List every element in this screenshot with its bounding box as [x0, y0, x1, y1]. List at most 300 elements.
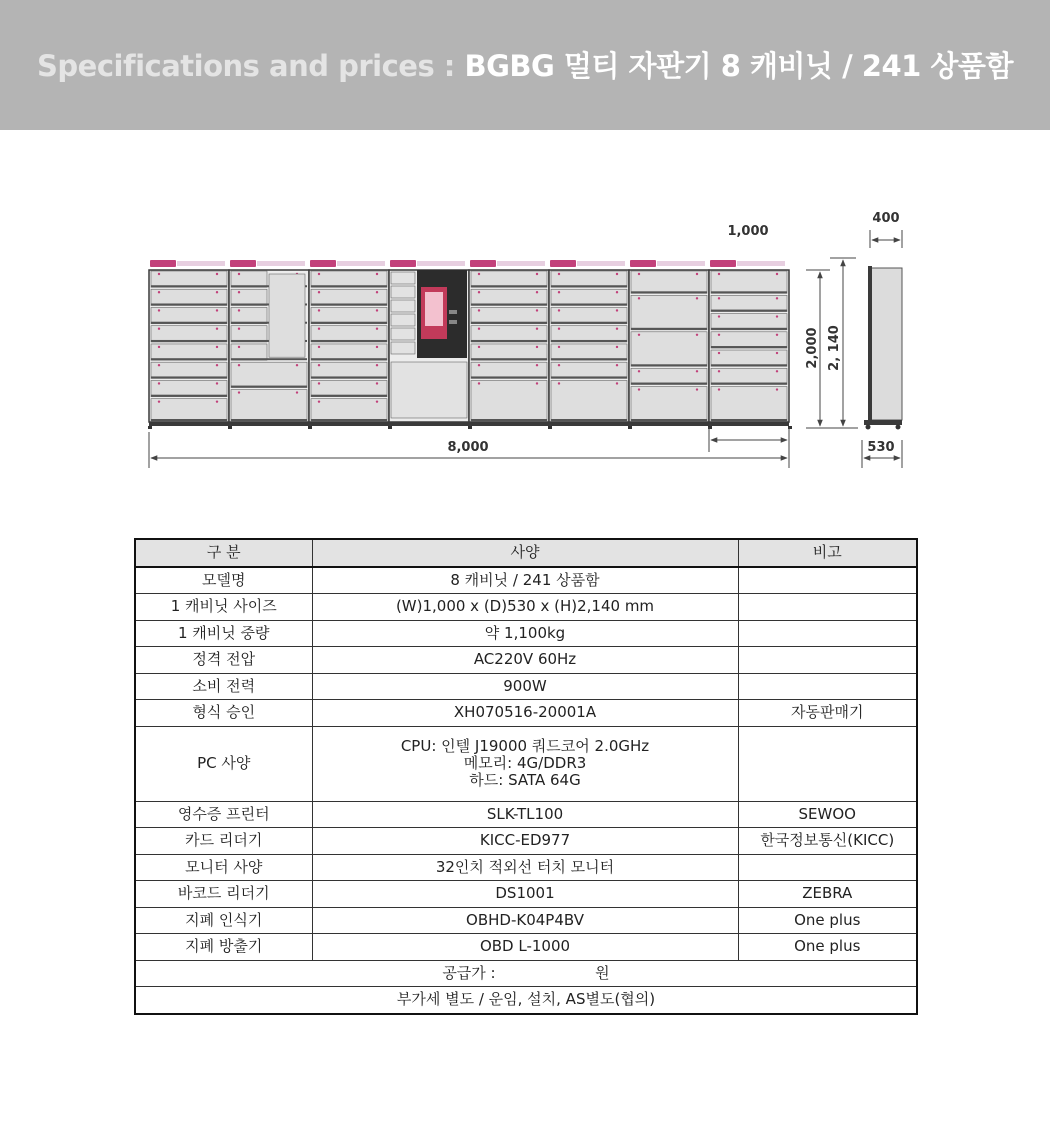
door-indicator: [318, 346, 320, 348]
dim-cabinet-width-label: 1,000: [727, 224, 769, 239]
table-row: [135, 934, 917, 961]
door-indicator: [616, 328, 618, 330]
shelf-edge: [711, 383, 787, 385]
cabinet-door: [391, 314, 415, 326]
row-label: 모니터 사양: [135, 854, 312, 881]
door-indicator: [616, 382, 618, 384]
door-indicator: [718, 370, 720, 372]
cabinet-door: [551, 362, 627, 378]
door-indicator: [158, 273, 160, 275]
row-label: 1 캐비닛 중량: [135, 620, 312, 647]
door-indicator: [478, 291, 480, 293]
dim-heights: [805, 258, 858, 428]
door-indicator: [238, 273, 240, 275]
door-indicator: [718, 315, 720, 317]
cabinet-door: [471, 326, 547, 342]
cabinet-door: [551, 289, 627, 305]
door-indicator: [238, 346, 240, 348]
shelf-edge: [151, 358, 227, 360]
table-row: [135, 594, 917, 621]
row-label: 모델명: [135, 567, 312, 594]
door-indicator: [558, 291, 560, 293]
cabinet-foot: [308, 426, 312, 429]
cabinet-door: [631, 271, 707, 293]
door-indicator: [558, 346, 560, 348]
door-indicator: [638, 370, 640, 372]
door-indicator: [158, 382, 160, 384]
door-indicator: [478, 328, 480, 330]
door-indicator: [478, 309, 480, 311]
shelf-edge: [631, 291, 707, 293]
cabinet-door: [551, 344, 627, 360]
row-label: PC 사양: [135, 726, 312, 801]
shelf-edge: [151, 376, 227, 378]
shelf-edge: [311, 395, 387, 397]
table-row: [135, 567, 917, 594]
cabinet-door: [471, 271, 547, 287]
door-indicator: [696, 273, 698, 275]
row-note: SEWOO: [738, 801, 917, 828]
cabinet-header-tag: [550, 260, 576, 267]
shelf-edge: [231, 386, 307, 388]
footer-note: 부가세 별도 / 운임, 설치, AS별도(협의): [135, 987, 917, 1014]
cabinet-door: [631, 387, 707, 421]
table-row: [135, 801, 917, 828]
door-indicator: [616, 346, 618, 348]
door-indicator: [296, 391, 298, 393]
shelf-edge: [231, 358, 307, 360]
row-spec: 32인치 적외선 터치 모니터: [312, 854, 738, 881]
door-indicator: [616, 291, 618, 293]
supply-price-label: 공급가 :: [442, 963, 496, 982]
row-note: ZEBRA: [738, 881, 917, 908]
door-indicator: [478, 346, 480, 348]
cabinet-door: [551, 307, 627, 323]
cabinet-header-strip: [577, 261, 625, 266]
cabinet-door: [311, 271, 387, 287]
cabinet-door: [711, 368, 787, 384]
door-indicator: [558, 273, 560, 275]
door-indicator: [696, 370, 698, 372]
header-note: 비고: [738, 539, 917, 567]
row-label: 정격 전압: [135, 647, 312, 674]
door-indicator: [238, 364, 240, 366]
door-indicator: [558, 382, 560, 384]
cabinet-door: [151, 289, 227, 305]
door-indicator: [638, 334, 640, 336]
cabinet-door: [711, 314, 787, 330]
cabinet-door: [231, 289, 267, 305]
vending-machine-drawing: [0, 200, 1050, 480]
shelf-edge: [551, 419, 627, 421]
shelf-edge: [311, 322, 387, 324]
shelf-edge: [711, 291, 787, 293]
title-prefix: Specifications and prices :: [37, 49, 455, 83]
cabinet-door: [151, 271, 227, 287]
row-spec: DS1001: [312, 881, 738, 908]
spec-line: CPU: 인텔 J19000 쿼드코어 2.0GHz: [400, 737, 650, 755]
cabinet-door: [471, 362, 547, 378]
row-label: 지폐 방출기: [135, 934, 312, 961]
cabinet-foot: [548, 426, 552, 429]
supply-price-cell: [135, 960, 917, 987]
cabinet-door: [391, 300, 415, 312]
row-label: 카드 리더기: [135, 828, 312, 855]
door-indicator: [558, 364, 560, 366]
shelf-edge: [631, 328, 707, 330]
shelf-edge: [551, 322, 627, 324]
row-note: 한국정보통신(KICC): [738, 828, 917, 855]
cabinet-door: [311, 289, 387, 305]
door-indicator: [776, 315, 778, 317]
door-indicator: [216, 291, 218, 293]
shelf-edge: [311, 419, 387, 421]
row-spec: AC220V 60Hz: [312, 647, 738, 674]
table-row: [135, 726, 917, 801]
cabinet-door: [311, 307, 387, 323]
shelf-edge: [311, 303, 387, 305]
door-indicator: [318, 309, 320, 311]
door-indicator: [216, 346, 218, 348]
cabinet-door: [311, 399, 387, 421]
door-indicator: [776, 334, 778, 336]
shelf-edge: [551, 340, 627, 342]
door-indicator: [558, 328, 560, 330]
row-label: 소비 전력: [135, 673, 312, 700]
door-indicator: [776, 370, 778, 372]
dim-total-width-label: 8,000: [447, 440, 489, 455]
row-spec: XH070516-20001A: [312, 700, 738, 727]
door-indicator: [318, 400, 320, 402]
supply-price-row: [135, 960, 917, 987]
door-indicator: [478, 382, 480, 384]
row-note: 자동판매기: [738, 700, 917, 727]
cabinet-door: [311, 344, 387, 360]
door-indicator: [216, 328, 218, 330]
cabinet-door: [711, 295, 787, 311]
cabinet-base: [149, 422, 789, 426]
spec-table: [134, 538, 918, 1015]
cabinet-door: [391, 286, 415, 298]
row-note: [738, 620, 917, 647]
shelf-edge: [631, 383, 707, 385]
cabinet-door: [151, 307, 227, 323]
door-indicator: [238, 309, 240, 311]
header-category: 구 분: [135, 539, 312, 567]
cabinet-door: [231, 362, 307, 387]
shelf-edge: [471, 303, 547, 305]
shelf-edge: [471, 322, 547, 324]
door-indicator: [718, 388, 720, 390]
page-header: [0, 0, 1050, 130]
table-row: [135, 673, 917, 700]
cabinet-header-tag: [710, 260, 736, 267]
door-indicator: [718, 273, 720, 275]
door-indicator: [158, 400, 160, 402]
table-row: [135, 647, 917, 674]
cabinet-foot: [468, 426, 472, 429]
cabinet-door: [551, 271, 627, 287]
cabinet-door: [471, 344, 547, 360]
cabinet-header-tag: [470, 260, 496, 267]
door-indicator: [216, 382, 218, 384]
shelf-edge: [711, 346, 787, 348]
dim-height-total-label: 2, 140: [827, 325, 842, 371]
supply-price-unit: 원: [595, 963, 610, 982]
shelf-edge: [151, 285, 227, 287]
door-indicator: [638, 388, 640, 390]
row-note: [738, 594, 917, 621]
door-indicator: [776, 273, 778, 275]
table-header-row: [135, 539, 917, 567]
door-indicator: [776, 388, 778, 390]
door-indicator: [536, 364, 538, 366]
door-indicator: [638, 273, 640, 275]
cabinet-side-view: [862, 211, 902, 468]
cabinet-door: [151, 362, 227, 378]
shelf-edge: [311, 358, 387, 360]
cabinet-foot: [628, 426, 632, 429]
door-indicator: [376, 364, 378, 366]
shelf-edge: [551, 303, 627, 305]
door-indicator: [158, 346, 160, 348]
row-note: [738, 647, 917, 674]
cabinet-door: [711, 350, 787, 366]
door-indicator: [718, 334, 720, 336]
cabinet-door: [471, 289, 547, 305]
door-indicator: [158, 309, 160, 311]
door-indicator: [536, 328, 538, 330]
door-indicator: [318, 273, 320, 275]
door-indicator: [296, 364, 298, 366]
shelf-edge: [151, 303, 227, 305]
row-label: 지폐 인식기: [135, 907, 312, 934]
cabinet-header-tag: [390, 260, 416, 267]
cabinet-foot: [228, 426, 232, 429]
shelf-edge: [711, 419, 787, 421]
door-indicator: [376, 309, 378, 311]
cabinet-door: [231, 326, 267, 342]
cabinet-header-strip: [177, 261, 225, 266]
door-indicator: [558, 309, 560, 311]
dim-depth-top-label: 400: [872, 211, 900, 226]
cabinet-door: [151, 399, 227, 421]
row-spec-multiline: [312, 726, 738, 801]
card-slot: [449, 310, 457, 314]
table-row: [135, 854, 917, 881]
cabinet-door: [631, 332, 707, 366]
shelf-edge: [471, 285, 547, 287]
table-row: [135, 907, 917, 934]
door-indicator: [376, 328, 378, 330]
door-indicator: [536, 291, 538, 293]
door-indicator: [376, 291, 378, 293]
table-row: [135, 620, 917, 647]
door-indicator: [238, 328, 240, 330]
door-indicator: [238, 391, 240, 393]
door-indicator: [318, 328, 320, 330]
door-indicator: [376, 400, 378, 402]
cabinet-door: [311, 326, 387, 342]
door-indicator: [616, 273, 618, 275]
door-indicator: [536, 309, 538, 311]
table-row: [135, 881, 917, 908]
shelf-edge: [711, 364, 787, 366]
cabinet-door-large: [391, 362, 467, 418]
row-note: [738, 567, 917, 594]
cabinet-door: [391, 328, 415, 340]
door-indicator: [696, 388, 698, 390]
shelf-edge: [471, 340, 547, 342]
cabinet-header-strip: [337, 261, 385, 266]
cabinet-header-strip: [737, 261, 785, 266]
kiosk-screen-figure: [425, 292, 443, 326]
cabinet-door: [231, 344, 267, 360]
shelf-edge: [151, 340, 227, 342]
door-indicator: [318, 382, 320, 384]
cabinet-door: [311, 362, 387, 378]
cabinet-header-tag: [150, 260, 176, 267]
table-row: [135, 700, 917, 727]
cabinet-door: [551, 380, 627, 421]
cabinet-door: [151, 326, 227, 342]
shelf-edge: [471, 419, 547, 421]
row-label: 영수증 프린터: [135, 801, 312, 828]
cabinet-door: [711, 332, 787, 348]
cabinet-door: [311, 380, 387, 396]
door-indicator: [616, 364, 618, 366]
cabinet-door: [471, 380, 547, 421]
title-main: BGBG 멀티 자판기 8 캐비닛 / 241 상품함: [464, 49, 1013, 83]
row-note: One plus: [738, 934, 917, 961]
door-indicator: [536, 382, 538, 384]
row-label: 1 캐비닛 사이즈: [135, 594, 312, 621]
row-spec: OBD L-1000: [312, 934, 738, 961]
cabinet-header-tag: [310, 260, 336, 267]
cabinet-header-tag: [230, 260, 256, 267]
door-indicator: [536, 273, 538, 275]
row-spec: OBHD-K04P4BV: [312, 907, 738, 934]
dim-total-width: [149, 432, 789, 468]
cabinet-header-tag: [630, 260, 656, 267]
door-indicator: [318, 291, 320, 293]
cabinet-header-strip: [657, 261, 705, 266]
shelf-edge: [231, 419, 307, 421]
door-indicator: [718, 352, 720, 354]
cabinet-door: [231, 307, 267, 323]
shelf-edge: [311, 376, 387, 378]
shelf-edge: [151, 322, 227, 324]
door-indicator: [216, 364, 218, 366]
row-note: [738, 673, 917, 700]
row-spec: (W)1,000 x (D)530 x (H)2,140 mm: [312, 594, 738, 621]
door-indicator: [158, 328, 160, 330]
door-indicator: [638, 297, 640, 299]
dim-depth-bottom-label: 530: [867, 440, 895, 455]
cabinet-door: [551, 326, 627, 342]
row-spec: 8 캐비닛 / 241 상품함: [312, 567, 738, 594]
shelf-edge: [471, 358, 547, 360]
table-row: [135, 828, 917, 855]
shelf-edge: [631, 364, 707, 366]
door-indicator: [216, 400, 218, 402]
row-note: One plus: [738, 907, 917, 934]
cabinet-door: [391, 272, 415, 284]
shelf-edge: [631, 419, 707, 421]
row-label: 형식 승인: [135, 700, 312, 727]
cabinet-foot: [388, 426, 392, 429]
door-indicator: [376, 346, 378, 348]
door-indicator: [696, 334, 698, 336]
cabinet-door: [631, 295, 707, 329]
door-indicator: [216, 273, 218, 275]
cabinet-header-strip: [497, 261, 545, 266]
door-indicator: [718, 297, 720, 299]
cabinet-door: [471, 307, 547, 323]
door-indicator: [318, 364, 320, 366]
row-spec: 약 1,100kg: [312, 620, 738, 647]
cabinet-door: [391, 342, 415, 354]
door-indicator: [376, 382, 378, 384]
cabinet-door: [231, 271, 267, 287]
shelf-edge: [151, 395, 227, 397]
cabinet-door: [151, 344, 227, 360]
cabinet-door: [151, 380, 227, 396]
cabinet-door: [631, 368, 707, 384]
footer-note-row: [135, 987, 917, 1014]
door-indicator: [158, 291, 160, 293]
row-label: 바코드 리더기: [135, 881, 312, 908]
door-indicator: [776, 352, 778, 354]
door-indicator: [776, 297, 778, 299]
row-spec: SLK-TL100: [312, 801, 738, 828]
cabinet-header-strip: [257, 261, 305, 266]
spec-line: 메모리: 4G/DDR3: [463, 754, 587, 772]
cabinet-door: [711, 271, 787, 293]
shelf-edge: [551, 285, 627, 287]
door-indicator: [238, 291, 240, 293]
shelf-edge: [551, 376, 627, 378]
bill-slot: [449, 320, 457, 324]
door-indicator: [478, 364, 480, 366]
cabinet-header-strip: [417, 261, 465, 266]
door-indicator: [158, 364, 160, 366]
cabinet-door: [711, 387, 787, 421]
row-spec: 900W: [312, 673, 738, 700]
door-indicator: [376, 273, 378, 275]
shelf-edge: [551, 358, 627, 360]
row-note: [738, 854, 917, 881]
row-spec: KICC-ED977: [312, 828, 738, 855]
shelf-edge: [311, 340, 387, 342]
shelf-edge: [711, 328, 787, 330]
shelf-edge: [311, 285, 387, 287]
door-indicator: [216, 309, 218, 311]
page-title: [0, 44, 1050, 85]
door-indicator: [536, 346, 538, 348]
row-note: [738, 726, 917, 801]
header-spec: 사양: [312, 539, 738, 567]
shelf-edge: [471, 376, 547, 378]
spec-line: 하드: SATA 64G: [469, 771, 581, 789]
cabinet-front-view: [148, 260, 792, 429]
dim-height-inner-label: 2,000: [805, 327, 820, 369]
door-indicator: [478, 273, 480, 275]
door-indicator: [616, 309, 618, 311]
cabinet-door: [231, 390, 307, 421]
shelf-edge: [711, 310, 787, 312]
cabinet-foot: [148, 426, 152, 429]
